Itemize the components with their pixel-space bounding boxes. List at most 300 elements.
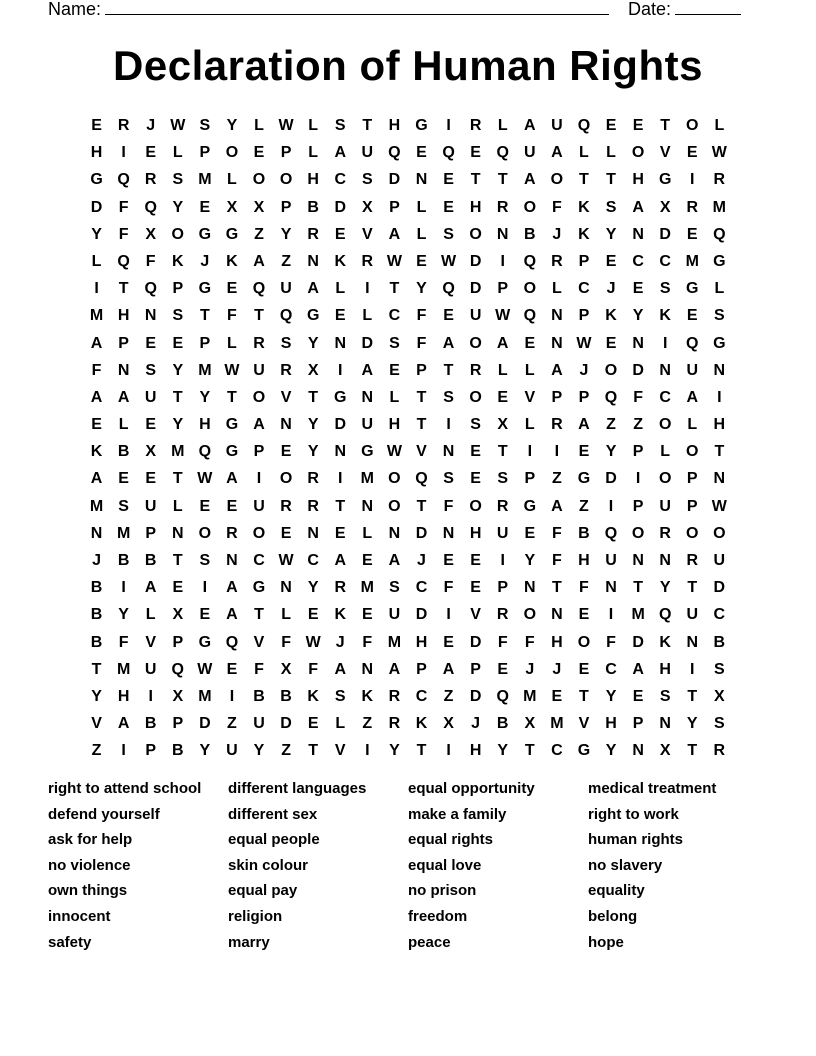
grid-cell: P [253, 443, 265, 461]
grid-cell: H [713, 416, 726, 434]
grid-cell: Q [415, 470, 428, 488]
grid-cell: O [469, 334, 482, 352]
grid-cell: J [146, 117, 156, 134]
grid-cell: B [144, 715, 157, 733]
grid-cell: N [307, 252, 319, 270]
grid-cell: Y [497, 742, 509, 760]
grid-cell: I [446, 742, 451, 760]
grid-cell: E [497, 388, 509, 406]
grid-cell: E [145, 334, 157, 352]
grid-cell: G [225, 443, 239, 461]
grid-cell: N [496, 225, 509, 243]
grid-cell: Y [172, 361, 184, 379]
grid-cell: N [659, 361, 671, 379]
grid-cell: B [117, 552, 130, 569]
grid-cell: G [577, 742, 591, 760]
grid-cell: L [145, 606, 156, 624]
grid-cell: E [443, 552, 454, 569]
grid-cell: S [470, 416, 481, 434]
grid-cell: E [470, 144, 481, 162]
grid-cell: T [606, 171, 616, 189]
grid-cell: S [714, 307, 725, 325]
word-list-item: right to work [588, 805, 679, 823]
grid-cell: U [524, 144, 536, 162]
grid-cell: S [118, 497, 129, 515]
grid-cell: U [496, 524, 509, 542]
grid-cell: T [497, 443, 508, 461]
grid-cell: D [199, 715, 211, 733]
grid-cell: G [198, 280, 212, 298]
grid-cell: A [117, 715, 130, 733]
grid-cell: D [713, 579, 726, 597]
grid-cell: C [659, 252, 671, 270]
grid-cell: L [254, 117, 264, 134]
grid-cell: D [605, 470, 617, 488]
grid-cell: E [443, 633, 454, 651]
grid-cell: O [469, 497, 482, 515]
grid-cell: F [524, 633, 535, 651]
grid-cell: A [442, 334, 455, 352]
grid-cell: V [578, 715, 590, 733]
grid-cell: Q [604, 388, 618, 406]
grid-cell: E [551, 687, 563, 705]
grid-cell: U [551, 117, 563, 134]
grid-cell: H [469, 198, 482, 216]
grid-row [83, 465, 733, 492]
grid-cell: X [226, 198, 238, 216]
date-label: Date: [628, 0, 672, 19]
grid-cell: Y [226, 117, 238, 134]
grid-cell: R [280, 497, 292, 515]
grid-cell: L [172, 144, 183, 162]
grid-cell: Q [442, 144, 455, 162]
grid-cell: A [496, 334, 509, 352]
grid-cell: Y [307, 443, 319, 461]
grid-cell: O [523, 198, 537, 216]
grid-cell: I [365, 280, 370, 298]
grid-cell: A [388, 552, 401, 569]
grid-cell: N [280, 416, 292, 434]
grid-row [83, 221, 733, 248]
grid-cell: Q [171, 660, 184, 678]
grid-cell: E [199, 606, 211, 624]
grid-cell: E [686, 144, 698, 162]
grid-cell: D [388, 171, 401, 189]
letter-grid [83, 112, 733, 765]
grid-cell: E [470, 470, 481, 488]
grid-cell: K [415, 715, 428, 733]
grid-cell: O [469, 388, 482, 406]
grid-cell: E [416, 144, 427, 162]
grid-cell: D [415, 606, 428, 624]
grid-cell: A [117, 388, 130, 406]
grid-cell: E [443, 171, 454, 189]
grid-row [83, 357, 733, 384]
date-field[interactable] [675, 0, 741, 15]
grid-cell: H [388, 117, 401, 134]
grid-cell: E [91, 117, 102, 134]
grid-cell: T [416, 416, 427, 434]
grid-cell: H [307, 171, 319, 189]
grid-cell: N [632, 742, 644, 760]
grid-cell: A [524, 117, 536, 134]
grid-cell: O [658, 416, 672, 434]
grid-cell: N [632, 225, 644, 243]
grid-cell: T [416, 388, 427, 406]
grid-cell: E [416, 252, 427, 270]
word-list-item: skin colour [228, 856, 309, 874]
grid-row [83, 112, 733, 139]
grid-cell: Z [362, 715, 373, 733]
grid-cell: U [659, 497, 671, 515]
word-list-item: no violence [48, 856, 131, 874]
grid-row [83, 166, 733, 193]
grid-cell: G [577, 470, 591, 488]
grid-cell: U [469, 307, 482, 325]
grid-cell: R [117, 117, 130, 134]
grid-cell: G [252, 579, 266, 597]
grid-cell: X [253, 198, 265, 216]
grid-cell: N [171, 524, 184, 542]
grid-cell: B [713, 633, 726, 651]
grid-row [83, 384, 733, 411]
grid-cell: C [713, 606, 726, 624]
grid-cell: L [281, 606, 291, 624]
word-list-item: belong [588, 907, 638, 925]
grid-cell: K [90, 443, 103, 461]
grid-cell: N [551, 307, 563, 325]
grid-cell: A [334, 144, 347, 162]
grid-cell: W [495, 307, 511, 325]
grid-cell: L [687, 416, 698, 434]
grid-cell: Y [280, 225, 292, 243]
grid-cell: T [443, 361, 454, 379]
grid-cell: J [471, 715, 481, 733]
grid-cell: O [279, 171, 293, 189]
grid-cell: K [361, 687, 374, 705]
word-list-item: different languages [228, 780, 367, 797]
grid-cell: I [365, 742, 370, 760]
grid-cell: Y [172, 416, 184, 434]
grid-cell: G [198, 633, 212, 651]
grid-cell: V [416, 443, 427, 461]
grid-cell: R [496, 606, 509, 624]
grid-cell: N [144, 307, 157, 325]
grid-cell: A [388, 660, 401, 678]
grid-cell: E [605, 334, 617, 352]
grid-cell: H [388, 416, 401, 434]
grid-cell: F [633, 388, 643, 406]
grid-cell: A [334, 552, 347, 569]
grid-cell: W [197, 660, 213, 678]
grid-cell: P [686, 497, 698, 515]
grid-cell: B [578, 524, 590, 542]
grid-cell: Z [91, 742, 102, 760]
grid-cell: N [659, 715, 671, 733]
grid-cell: R [388, 715, 401, 733]
grid-cell: Y [686, 715, 698, 733]
grid-cell: I [446, 416, 451, 434]
grid-cell: E [470, 579, 481, 597]
grid-cell: N [659, 552, 671, 569]
grid-cell: E [578, 660, 590, 678]
grid-cell: N [442, 443, 455, 461]
grid-cell: H [632, 171, 644, 189]
grid-cell: N [415, 171, 428, 189]
grid-cell: Y [199, 388, 211, 406]
grid-cell: E [443, 198, 454, 216]
grid-cell: T [687, 579, 698, 597]
grid-cell: T [714, 443, 725, 461]
grid-cell: M [631, 606, 645, 624]
grid-cell: T [91, 660, 102, 678]
grid-cell: A [388, 225, 401, 243]
grid-cell: M [89, 497, 104, 515]
grid-cell: H [90, 144, 103, 162]
grid-cell: M [116, 660, 131, 678]
grid-cell: A [144, 579, 157, 597]
word-list-item: own things [48, 882, 128, 900]
grid-cell: N [524, 579, 536, 597]
grid-cell: E [280, 443, 292, 461]
grid-cell: M [198, 171, 212, 189]
grid-cell: Q [713, 225, 726, 243]
grid-cell: E [524, 334, 536, 352]
grid-cell: H [551, 633, 563, 651]
grid-cell: Q [604, 524, 618, 542]
grid-cell: A [361, 361, 374, 379]
grid-cell: N [551, 334, 563, 352]
grid-cell: I [527, 443, 533, 461]
grid-cell: F [551, 198, 562, 216]
grid-cell: E [91, 416, 102, 434]
grid-cell: R [469, 361, 482, 379]
grid-cell: M [360, 579, 374, 597]
grid-cell: W [711, 497, 727, 515]
grid-cell: M [89, 307, 104, 325]
grid-cell: T [497, 171, 508, 189]
grid-cell: X [659, 742, 671, 760]
grid-cell: A [632, 660, 644, 678]
grid-cell: O [198, 524, 212, 542]
grid-cell: T [416, 497, 427, 515]
grid-cell: X [280, 660, 292, 678]
grid-cell: P [497, 280, 509, 298]
grid-cell: M [550, 715, 564, 733]
grid-cell: W [711, 144, 727, 162]
grid-cell: S [659, 280, 671, 298]
grid-cell: J [525, 660, 535, 678]
grid-cell: D [632, 361, 644, 379]
grid-row [83, 302, 733, 329]
grid-cell: T [172, 470, 183, 488]
grid-cell: Y [307, 579, 319, 597]
page-title: Declaration of Human Rights [113, 42, 703, 89]
grid-cell: O [713, 524, 726, 542]
grid-cell: S [172, 171, 184, 189]
grid-cell: L [335, 715, 346, 733]
grid-cell: V [361, 225, 373, 243]
grid-cell: L [172, 497, 183, 515]
grid-cell: E [632, 280, 644, 298]
grid-cell: E [632, 687, 644, 705]
word-list-item: medical treatment [588, 780, 717, 797]
word-list-item: marry [228, 933, 270, 951]
grid-cell: X [172, 606, 184, 624]
grid-cell: H [199, 416, 211, 434]
grid-cell: P [280, 144, 292, 162]
grid-cell: P [524, 470, 536, 488]
grid-cell: P [686, 470, 698, 488]
grid-cell: Z [254, 225, 264, 243]
grid-cell: H [469, 524, 482, 542]
grid-cell: G [523, 497, 537, 515]
grid-cell: H [659, 660, 671, 678]
grid-cell: L [416, 198, 427, 216]
grid-cell: X [361, 198, 373, 216]
grid-cell: T [308, 742, 319, 760]
grid-cell: W [278, 117, 294, 134]
grid-cell: Q [225, 633, 239, 651]
grid-cell: R [334, 579, 347, 597]
grid-cell: E [253, 144, 265, 162]
grid-cell: J [552, 660, 562, 678]
grid-cell: N [551, 606, 563, 624]
grid-cell: E [497, 660, 509, 678]
grid-cell: F [551, 552, 562, 569]
grid-cell: Z [633, 416, 643, 434]
grid-cell: B [171, 742, 184, 760]
grid-cell: A [551, 497, 563, 515]
grid-cell: O [686, 524, 699, 542]
grid-cell: K [605, 307, 617, 325]
grid-cell: A [632, 198, 644, 216]
grid-cell: D [632, 633, 644, 651]
grid-cell: P [118, 334, 129, 352]
grid-cell: J [92, 552, 101, 569]
grid-cell: K [659, 307, 671, 325]
grid-cell: F [443, 497, 454, 515]
word-list-item: no prison [408, 882, 477, 900]
grid-cell: A [334, 660, 347, 678]
grid-cell: U [253, 361, 265, 379]
grid-cell: R [144, 171, 157, 189]
grid-cell: U [361, 416, 374, 434]
grid-cell: S [199, 117, 211, 134]
grid-cell: R [361, 252, 374, 270]
grid-cell: C [334, 171, 347, 189]
grid-cell: D [659, 225, 671, 243]
grid-cell: W [386, 252, 402, 270]
grid-cell: X [524, 715, 536, 733]
grid-cell: V [145, 633, 157, 651]
grid-cell: R [253, 334, 265, 352]
grid-cell: E [307, 715, 319, 733]
grid-cell: Z [281, 742, 291, 760]
grid-cell: Y [307, 334, 319, 352]
grid-row [83, 520, 733, 547]
grid-cell: U [253, 497, 265, 515]
grid-cell: G [225, 416, 239, 434]
grid-cell: I [121, 144, 126, 162]
grid-cell: E [172, 579, 184, 597]
grid-cell: H [578, 552, 590, 569]
grid-cell: R [496, 497, 509, 515]
grid-cell: I [94, 280, 99, 298]
grid-cell: I [662, 334, 668, 352]
grid-cell: T [633, 579, 643, 597]
grid-row [83, 601, 733, 628]
grid-cell: R [307, 470, 319, 488]
grid-row [83, 248, 733, 275]
name-field[interactable] [105, 0, 609, 15]
grid-cell: X [497, 416, 509, 434]
grid-row [83, 737, 733, 764]
grid-cell: B [524, 225, 536, 243]
grid-cell: X [145, 443, 157, 461]
grid-cell: L [714, 117, 725, 134]
grid-cell: A [253, 416, 265, 434]
grid-cell: F [308, 660, 319, 678]
word-list-item: different sex [228, 805, 318, 823]
grid-cell: I [500, 252, 505, 270]
grid-cell: R [469, 117, 482, 134]
grid-cell: Y [91, 225, 102, 243]
grid-cell: K [334, 606, 347, 624]
grid-cell: R [713, 742, 726, 760]
grid-cell: C [307, 552, 319, 569]
grid-cell: Y [118, 606, 129, 624]
grid-cell: F [362, 633, 373, 651]
grid-cell: D [469, 633, 482, 651]
grid-cell: N [226, 552, 238, 569]
grid-cell: V [91, 715, 102, 733]
grid-cell: U [686, 606, 699, 624]
grid-cell: M [116, 524, 131, 542]
grid-cell: V [470, 606, 481, 624]
grid-cell: L [606, 144, 616, 162]
grid-row [83, 493, 733, 520]
grid-cell: I [446, 117, 451, 134]
grid-cell: W [170, 117, 186, 134]
grid-cell: U [144, 388, 157, 406]
grid-cell: F [416, 334, 427, 352]
grid-cell: P [578, 388, 590, 406]
grid-cell: F [443, 579, 454, 597]
grid-cell: V [280, 388, 292, 406]
grid-cell: I [500, 552, 505, 569]
grid-cell: C [551, 742, 563, 760]
word-list-item: defend yourself [48, 805, 160, 823]
grid-cell: P [199, 144, 211, 162]
word-list-item: human rights [588, 831, 684, 849]
grid-cell: A [307, 280, 319, 298]
grid-cell: R [226, 524, 238, 542]
grid-cell: N [334, 334, 347, 352]
grid-cell: M [171, 443, 185, 461]
grid-cell: S [172, 307, 184, 325]
grid-cell: P [416, 660, 427, 678]
grid-cell: Y [632, 307, 644, 325]
grid-cell: N [334, 443, 347, 461]
grid-cell: F [118, 633, 129, 651]
grid-cell: T [308, 388, 319, 406]
grid-cell: W [278, 552, 294, 569]
grid-cell: P [632, 443, 644, 461]
grid-cell: E [226, 660, 238, 678]
grid-cell: U [605, 552, 617, 569]
grid-cell: T [172, 388, 183, 406]
